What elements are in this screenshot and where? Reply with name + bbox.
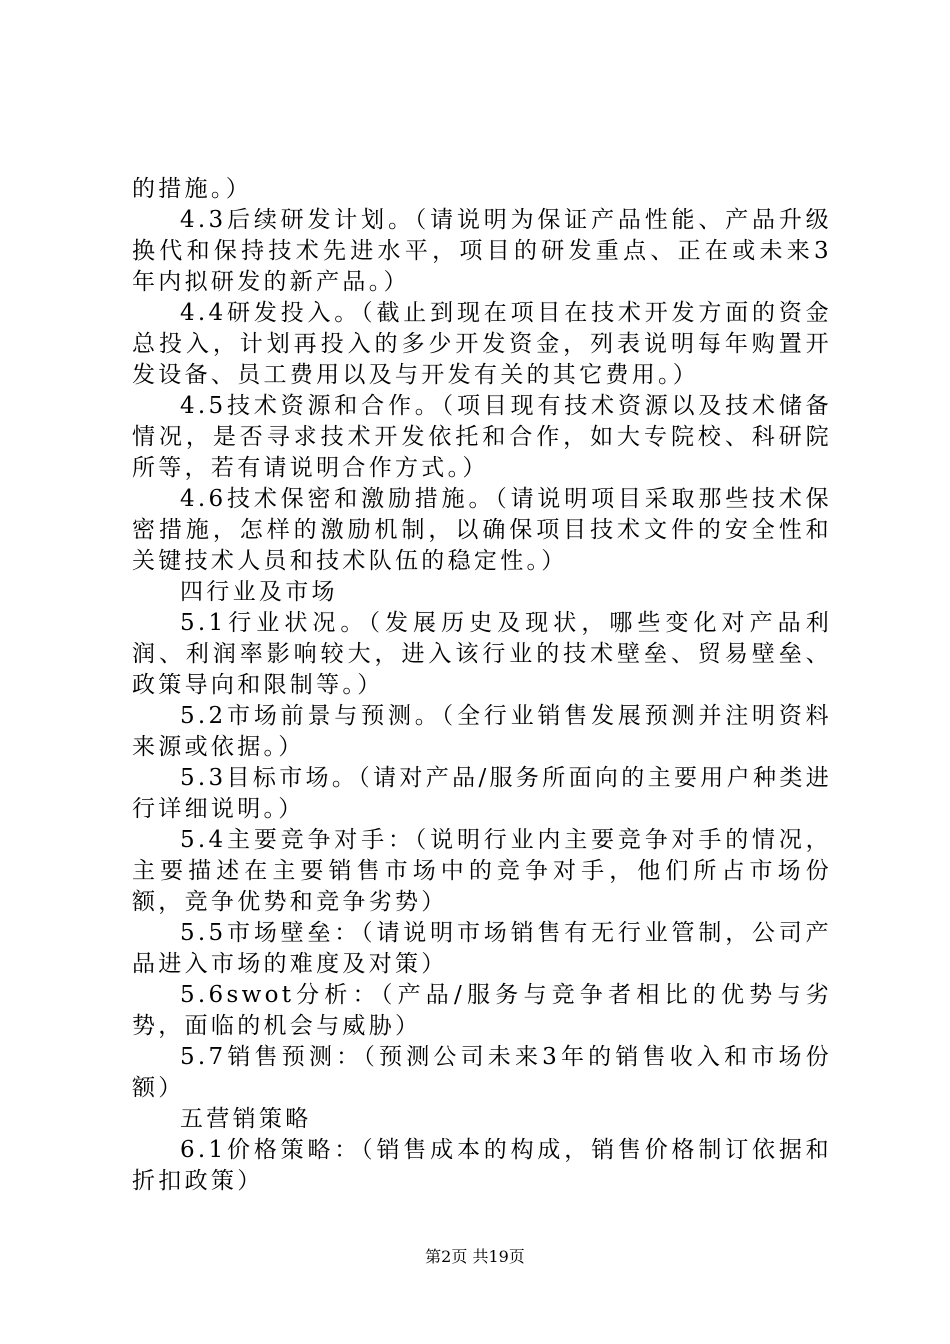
paragraph-5-2: 5.2市场前景与预测。（全行业销售发展预测并注明资料来源或依据。） [132, 703, 832, 760]
paragraph-4-6: 4.6技术保密和激励措施。（请说明项目采取那些技术保密措施，怎样的激励机制，以确保项目技术文件的安全性和关键技术人员和技术队伍的稳定性。） [132, 486, 832, 574]
paragraph-5-3: 5.3目标市场。（请对产品/服务所面向的主要用户种类进行详细说明。） [132, 765, 832, 822]
paragraph-5-1: 5.1行业状况。（发展历史及现状，哪些变化对产品利润、利润率影响较大，进入该行业的技术壁垒、贸易壁垒、政策导向和限制等。） [132, 610, 832, 698]
section-heading-marketing-strategy: 五营销策略 [180, 1106, 312, 1132]
paragraph-4-4: 4.4研发投入。（截止到现在项目在技术开发方面的资金总投入，计划再投入的多少开发资金，列表说明每年购置开发设备、员工费用以及与开发有关的其它费用。） [132, 300, 832, 388]
page-footer: 第2页 共19页 [425, 1247, 525, 1266]
paragraph-5-5: 5.5市场壁垒：（请说明市场销售有无行业管制，公司产品进入市场的难度及对策） [132, 920, 832, 977]
section-heading-industry-market: 四行业及市场 [180, 579, 338, 605]
paragraph-5-6: 5.6swot分析：（产品/服务与竞争者相比的优势与劣势，面临的机会与威胁） [132, 982, 832, 1039]
document-body [132, 174, 832, 1197]
paragraph-continuation: 的措施。） [132, 176, 252, 202]
paragraph-5-4: 5.4主要竞争对手：（说明行业内主要竞争对手的情况，主要描述在主要销售市场中的竞争对手，他们所占市场份额，竞争优势和竞争劣势） [132, 827, 832, 915]
paragraph-4-5: 4.5技术资源和合作。（项目现有技术资源以及技术储备情况，是否寻求技术开发依托和合作，如大专院校、科研院所等，若有请说明合作方式。） [132, 393, 832, 481]
paragraph-4-3: 4.3后续研发计划。（请说明为保证产品性能、产品升级换代和保持技术先进水平，项目的研发重点、正在或未来3年内拟研发的新产品。） [132, 207, 832, 295]
paragraph-5-7: 5.7销售预测：（预测公司未来3年的销售收入和市场份额） [132, 1044, 832, 1101]
paragraph-6-1: 6.1价格策略：（销售成本的构成，销售价格制订依据和折扣政策） [132, 1137, 832, 1194]
